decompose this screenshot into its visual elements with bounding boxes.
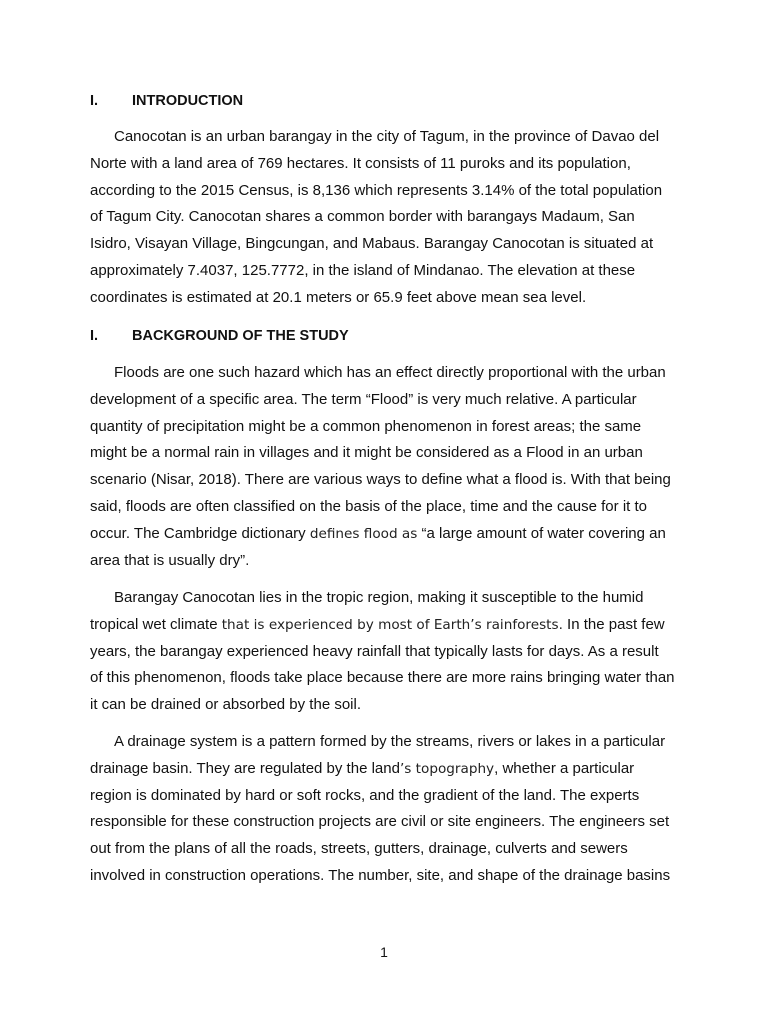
text-line (90, 612, 690, 639)
heading-introduction (90, 93, 243, 109)
text-line: Barangay Canocotan lies in the tropic region, making it susceptible to the humid (114, 589, 644, 606)
text-line: responsible for these construction projects are civil or site engineers. The engineers set (90, 813, 670, 831)
heading-background (90, 328, 349, 344)
text-line: Isidro, Visayan Village, Bingcungan, and Mabaus. Barangay Canocotan is situated at (90, 235, 654, 253)
background-paragraph-1 (90, 360, 690, 574)
text-line: approximately 7.4037, 125.7772, in the island of Mindanao. The elevation at these (90, 261, 636, 279)
text-run: tropical wet climate (90, 615, 222, 633)
text-line: out from the plans of all the roads, streets, gutters, drainage, culverts and sewers (90, 840, 628, 858)
text-run: occur. The Cambridge dictionary (90, 524, 310, 542)
text-run: In the past few (562, 615, 665, 633)
text-line (90, 521, 690, 548)
text-run: defines flood as (309, 525, 418, 542)
text-line: of Tagum City. Canocotan shares a common border with barangays Madaum, San (90, 208, 635, 226)
intro-paragraph (90, 124, 690, 312)
text-line (90, 548, 690, 575)
text-run: , whether a particular (494, 759, 635, 777)
text-run: area that is usually dry” (90, 551, 246, 569)
text-line: quantity of precipitation might be a common phenomenon in forest areas; the same (90, 417, 642, 435)
text-line: it can be drained or absorbed by the soil. (90, 696, 362, 714)
text-line: might be a normal rain in villages and it might be considered as a Flood in an urban (90, 444, 643, 462)
background-paragraph-2 (90, 585, 690, 719)
heading-number: I. (90, 93, 99, 109)
text-run: “a large amount of water covering an (417, 524, 666, 542)
heading-number: I. (90, 328, 99, 344)
text-run: . (245, 552, 250, 569)
text-line (90, 756, 690, 783)
text-line: coordinates is estimated at 20.1 meters or 65.9 feet above mean sea level. (90, 288, 587, 306)
text-run: drainage basin. They are regulated by the land (90, 759, 400, 777)
text-line: development of a specific area. The term “Flood” is very much relative. A particular (90, 390, 637, 408)
text-line: involved in construction operations. The number, site, and shape of the drainage basins (90, 866, 671, 884)
text-line: Norte with a land area of 769 hectares. It consists of 11 puroks and its population, (90, 154, 631, 172)
text-line: of this phenomenon, floods take place because there are more rains bringing water than (90, 669, 675, 687)
text-line: Canocotan is an urban barangay in the city of Tagum, in the province of Davao del (114, 128, 660, 145)
text-line: years, the barangay experienced heavy rainfall that typically lasts for days. As a result (90, 642, 659, 660)
text-line: according to the 2015 Census, is 8,136 which represents 3.14% of the total population (90, 181, 663, 199)
text-line: Floods are one such hazard which has an effect directly proportional with the urban (114, 364, 666, 381)
page-number: 1 (380, 944, 388, 960)
text-line: scenario (Nisar, 2018). There are various ways to define what a flood is. With that being (90, 471, 671, 489)
heading-title: BACKGROUND OF THE STUDY (132, 328, 349, 344)
text-run: that is experienced by most of Earth’s rainforests. (221, 616, 563, 633)
text-line: region is dominated by hard or soft rocks, and the gradient of the land. The experts (90, 786, 640, 804)
text-run: ’s topography (399, 760, 495, 777)
text-line: said, floods are often classified on the basis of the place, time and the cause for it to (90, 497, 647, 515)
text-line: A drainage system is a pattern formed by the streams, rivers or lakes in a particular (114, 733, 666, 750)
heading-title: INTRODUCTION (132, 93, 244, 109)
background-paragraph-3 (90, 729, 690, 890)
